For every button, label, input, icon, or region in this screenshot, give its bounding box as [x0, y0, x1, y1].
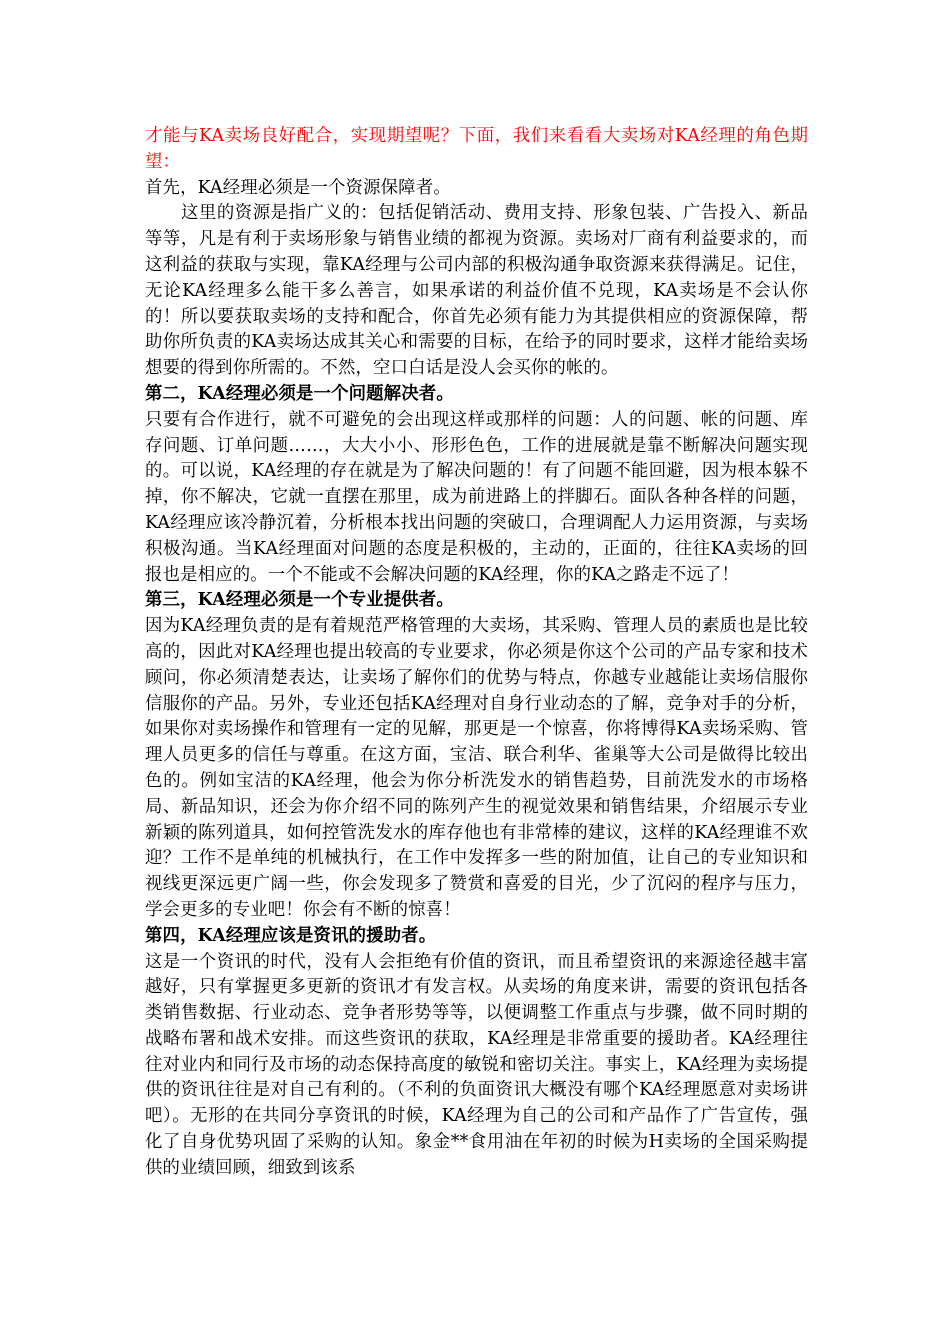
heading-problem-solver: 第二，KA经理必须是一个问题解决者。 [145, 383, 454, 404]
heading-information-helper: 第四，KA经理应该是资讯的援助者。 [145, 925, 437, 946]
heading-resource-provider: 首先，KA经理必须是一个资源保障者。 [145, 177, 451, 198]
body-problem-solver: 只要有合作进行，就不可避免的会出现这样或那样的问题：人的问题、帐的问题、库存问题、订单问题……，大大小小、形形色色，工作的进展就是靠不断解决问题实现的。可以说，KA经理的存在就是为了解决问题的！有了问题不能回避，因为根本躲不掉，你不解决，它就一直摆在那里，成为前进路上的拌脚石。面队各种各样的问题，KA经理应该冷静沉着，分析根本找出问题的突破口，合理调配人力运用资源，与卖场积极沟通。当KA经理面对问题的态度是积极的，主动的，正面的，往往KA卖场的回报也是相应的。一个不能或不会解决问题的KA经理，你的KA之路走不远了！ [145, 409, 808, 585]
body-information-helper: 这是一个资讯的时代，没有人会拒绝有价值的资讯，而且希望资讯的来源途径越丰富越好，只有掌握更多更新的资讯才有发言权。从卖场的角度来讲，需要的资讯包括各类销售数据、行业动态、竞争者形势等等，以便调整工作重点与步骤，做不同时期的战略布署和战术安排。而这些资讯的获取，KA经理是非常重要的援助者。KA经理往往对业内和同行及市场的动态保持高度的敏锐和密切关注。事实上，KA经理为卖场提供的资讯往往是对自己有利的。（不利的负面资讯大概没有哪个KA经理愿意对卖场讲吧）。无形的在共同分享资讯的时候，KA经理为自己的公司和产品作了广告宣传，强化了自身优势巩固了采购的认知。象金**食用油在年初的时候为H卖场的全国采购提供的业绩回顾，细致到该系 [145, 951, 808, 1178]
heading-professional-provider: 第三，KA经理必须是一个专业提供者。 [145, 590, 454, 611]
body-professional-provider: 因为KA经理负责的是有着规范严格管理的大卖场，其采购、管理人员的素质也是比较高的，因此对KA经理也提出较高的专业要求，你必须是你这个公司的产品专家和技术顾问，你必须清楚表达，让卖场了解你们的优势与特点，你越专业越能让卖场信服你信服你的产品。另外，专业还包括KA经理对自身行业动态的了解，竞争对手的分析，如果你对卖场操作和管理有一定的见解，那更是一个惊喜，你将博得KA卖场采购、管理人员更多的信任与尊重。在这方面，宝洁、联合利华、雀巢等大公司是做得比较出色的。例如宝洁的KA经理，他会为你分析洗发水的销售趋势，目前洗发水的市场格局、新品知识，还会为你介绍不同的陈列产生的视觉效果和销售结果，介绍展示专业新颖的陈列道具，如何控管洗发水的库存他也有非常棒的建议，这样的KA经理谁不欢迎？工作不是单纯的机械执行，在工作中发挥多一些的附加值，让自己的专业知识和视线更深远更广阔一些，你会发现多了赞赏和喜爱的目光，少了沉闷的程序与压力，学会更多的专业吧！你会有不断的惊喜！ [145, 616, 808, 920]
body-resource-provider: 这里的资源是指广义的：包括促销活动、费用支持、形象包装、广告投入、新品等等，凡是有利于卖场形象与销售业绩的都视为资源。卖场对厂商有利益要求的，而这利益的获取与实现，靠KA经理与公司内部的积极沟通争取资源来获得满足。记住，无论KA经理多么能干多么善言，如果承诺的利益价值不兑现，KA卖场是不会认你的！所以要获取卖场的支持和配合，你首先必须有能力为其提供相应的资源保障，帮助你所负责的KA卖场达成其关心和需要的目标，在给予的同时要求，这样才能给卖场想要的得到你所需的。不然，空口白话是没人会买你的帐的。 [145, 203, 808, 379]
intro-paragraph: 才能与KA卖场良好配合，实现期望呢？下面，我们来看看大卖场对KA经理的角色期望： [145, 126, 808, 172]
